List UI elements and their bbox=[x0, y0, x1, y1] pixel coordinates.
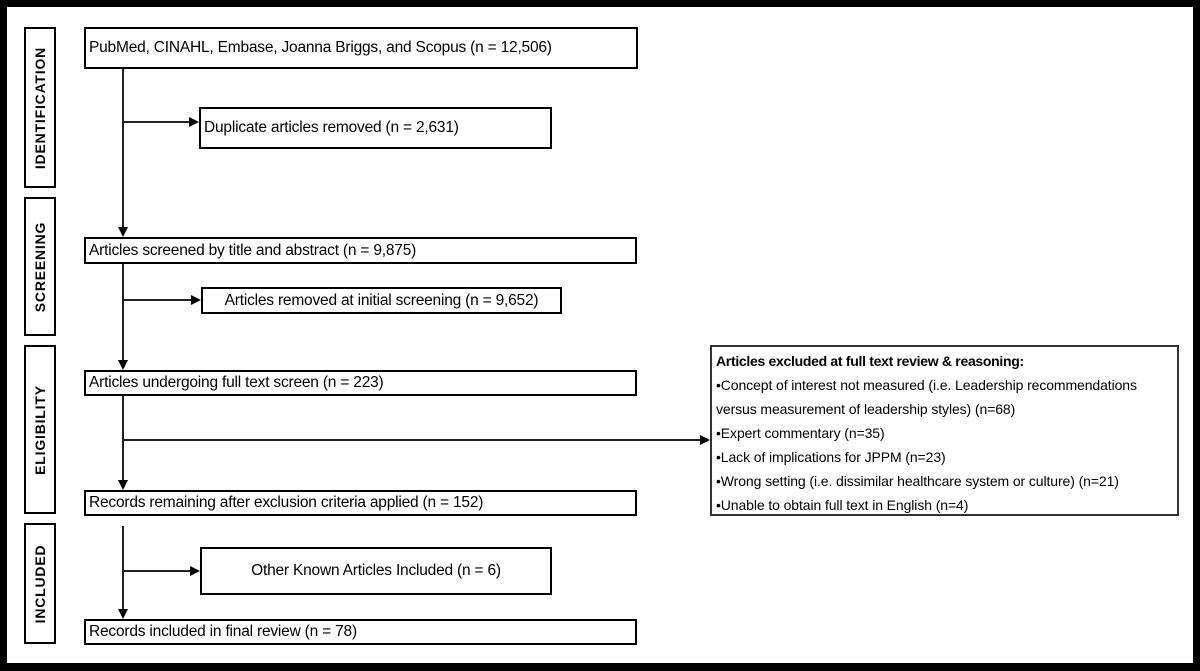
other-known-box bbox=[200, 547, 552, 595]
arrow-right-icon bbox=[191, 295, 201, 305]
prisma-flow-diagram bbox=[7, 7, 1193, 663]
connector-line bbox=[122, 439, 701, 441]
arrow-right-icon bbox=[700, 435, 710, 445]
phase-included bbox=[24, 523, 56, 644]
duplicates-box bbox=[199, 107, 552, 149]
phase-eligibility bbox=[24, 345, 56, 514]
phase-included-label: INCLUDED bbox=[32, 544, 48, 623]
databases-text: PubMed, CINAHL, Embase, Joanna Briggs, and Scopus (n = 12,506) bbox=[89, 39, 552, 56]
final-text: Records included in final review (n = 78) bbox=[89, 623, 357, 640]
connector-line bbox=[122, 299, 192, 301]
remaining-text: Records remaining after exclusion criteria applied (n = 152) bbox=[89, 494, 484, 511]
phase-screening-label: SCREENING bbox=[32, 221, 48, 312]
phase-identification-label: IDENTIFICATION bbox=[32, 46, 48, 169]
connector-line bbox=[122, 121, 190, 123]
full-text-text: Articles undergoing full text screen (n = 223) bbox=[89, 374, 384, 391]
arrow-down-icon bbox=[118, 609, 128, 619]
removed-screening-text: Articles removed at initial screening (n = 9,652) bbox=[224, 291, 539, 309]
phase-screening bbox=[24, 197, 56, 336]
phase-identification bbox=[24, 27, 56, 188]
screened-text: Articles screened by title and abstract (n = 9,875) bbox=[89, 241, 417, 259]
connector-line bbox=[122, 526, 124, 610]
connector-line bbox=[122, 69, 124, 228]
phase-eligibility-label: ELIGIBILITY bbox=[32, 384, 48, 475]
connector-line bbox=[122, 264, 124, 361]
exclusion-item: •Wrong setting (i.e. dissimilar healthcare system or culture) (n=21) bbox=[716, 473, 1119, 489]
exclusion-title: Articles excluded at full text review & reasoning: bbox=[716, 353, 1024, 369]
screened-box bbox=[84, 237, 637, 264]
full-text-box bbox=[84, 370, 637, 396]
exclusion-item: versus measurement of leadership styles) (n=68) bbox=[716, 401, 1016, 417]
removed-screening-box bbox=[201, 287, 562, 314]
remaining-box bbox=[84, 490, 637, 516]
final-box bbox=[84, 619, 637, 645]
connector-line bbox=[122, 570, 191, 572]
exclusion-reasons-box bbox=[710, 345, 1179, 516]
other-known-text: Other Known Articles Included (n = 6) bbox=[251, 562, 501, 579]
arrow-right-icon bbox=[189, 117, 199, 127]
duplicates-text: Duplicate articles removed (n = 2,631) bbox=[204, 119, 459, 136]
arrow-down-icon bbox=[118, 227, 128, 237]
exclusion-item: •Unable to obtain full text in English (n=4) bbox=[716, 497, 969, 513]
arrow-down-icon bbox=[118, 360, 128, 370]
exclusion-item: •Expert commentary (n=35) bbox=[716, 425, 885, 441]
arrow-right-icon bbox=[190, 566, 200, 576]
exclusion-item: •Lack of implications for JPPM (n=23) bbox=[716, 449, 946, 465]
arrow-down-icon bbox=[118, 480, 128, 490]
databases-box bbox=[84, 27, 638, 69]
exclusion-item: •Concept of interest not measured (i.e. Leadership recommendations bbox=[716, 377, 1137, 393]
